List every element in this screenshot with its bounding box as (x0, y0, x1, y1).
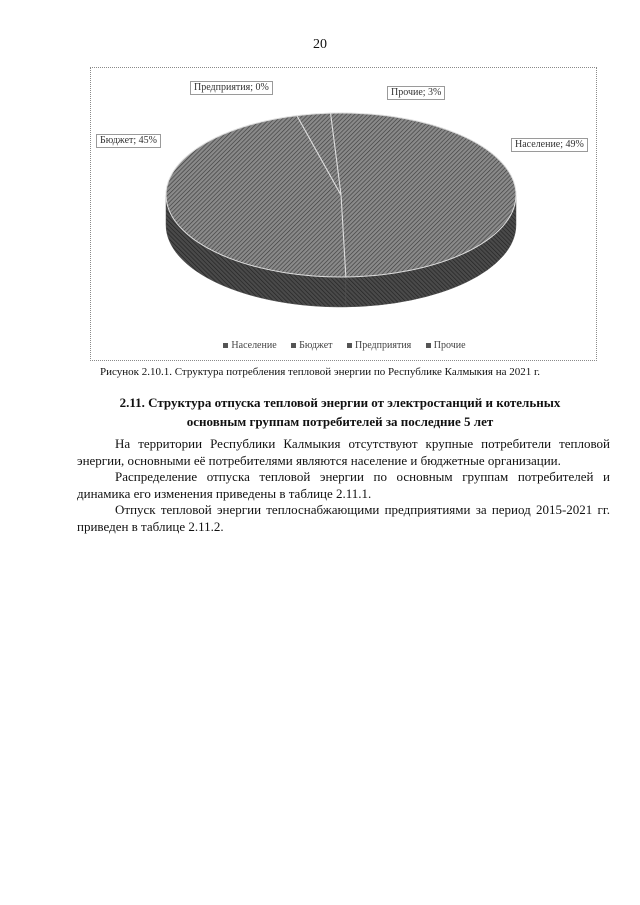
legend-swatch (291, 343, 296, 348)
legend-label: Предприятия (355, 340, 412, 351)
pie-chart (90, 67, 597, 361)
data-label-naselenie: Население; 49% (511, 138, 588, 152)
figure-caption: Рисунок 2.10.1. Структура потребления тепловой энергии по Республике Калмыкия на 2021 г. (99, 366, 541, 378)
chart-legend (91, 340, 598, 351)
legend-item-naselenie (223, 340, 276, 351)
data-label-prochie: Прочие; 3% (387, 86, 445, 100)
data-label-predpriyatiya: Предприятия; 0% (190, 81, 273, 95)
section-heading-line-2: основным группам потребителей за последние 5 лет (186, 414, 494, 429)
legend-label: Население (231, 340, 277, 351)
page-number: 20 (313, 37, 327, 52)
legend-item-prochie (426, 340, 466, 351)
pie-chart-canvas (91, 68, 596, 360)
legend-item-byudzhet (291, 340, 332, 351)
paragraph: Отпуск тепловой энергии теплоснабжающими предприятиями за период 2015-2021 гг. приведен в таблице 2.11.2. (77, 502, 610, 534)
legend-label: Прочие (433, 340, 466, 351)
paragraph: Распределение отпуска тепловой энергии по основным группам потребителей и динамика его изменения приведены в таблице 2.11.1. (77, 469, 610, 501)
data-label-byudzhet: Бюджет; 45% (96, 134, 161, 148)
legend-item-predpriyatiya (347, 340, 411, 351)
legend-swatch (347, 343, 352, 348)
paragraph: На территории Республики Калмыкия отсутствуют крупные потребители тепловой энергии, основными её потребителями являются население и бюджетные организации. (77, 436, 610, 468)
section-body (77, 436, 610, 535)
section-heading-line-1: 2.11. Структура отпуска тепловой энергии от электростанций и котельных (119, 395, 561, 410)
legend-swatch (426, 343, 431, 348)
section-heading (95, 393, 585, 431)
legend-swatch (223, 343, 228, 348)
legend-label: Бюджет (299, 340, 333, 351)
